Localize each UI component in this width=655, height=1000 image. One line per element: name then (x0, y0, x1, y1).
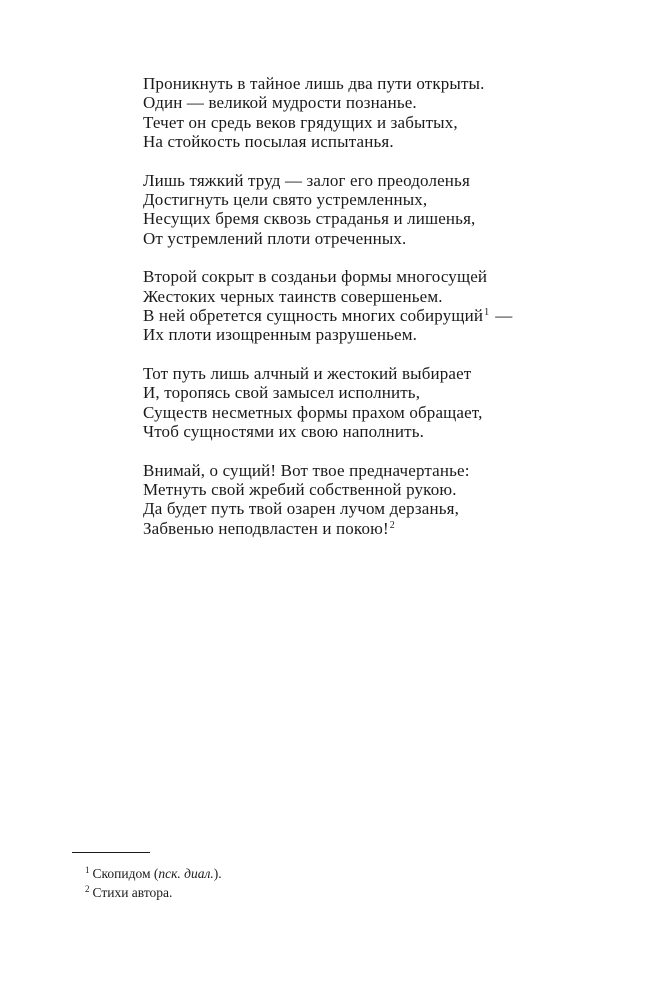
stanza-5 (143, 461, 603, 538)
footnote-text: ). (213, 866, 222, 881)
poem-line: Проникнуть в тайное лишь два пути открыты. (143, 74, 485, 93)
poem-line: От устремлений плоти отреченных. (143, 228, 407, 248)
stanza-1 (143, 74, 603, 151)
poem-line: Второй сокрыт в созданьи формы многосущей (143, 267, 488, 287)
poem-line: И, торопясь свой замысел исполнить, (143, 383, 421, 403)
poem-line: Метнуть свой жребий собственной рукою. (143, 480, 457, 500)
poem-line: На стойкость посылая испытанья. (143, 131, 394, 151)
em-dash: — (495, 305, 513, 325)
poem-line-with-ref (143, 519, 603, 538)
poem-line: Чтоб сущностями их свою наполнить. (143, 421, 425, 441)
footnote-divider (72, 852, 150, 853)
footnote-abbrev: пск. диал. (158, 866, 214, 881)
footnotes (85, 864, 585, 902)
poem-line: Достигнуть цели свято устремленных, (143, 189, 428, 209)
poem-line: Внимай, о сущий! Вот твое предначертанье: (143, 460, 470, 480)
poem-line-with-ref (143, 306, 603, 325)
poem-line: Тот путь лишь алчный и жестокий выбирает (143, 364, 472, 384)
poem-line: Несущих бремя сквозь страданья и лишенья, (143, 209, 476, 229)
poem-line: Жестоких черных таинств совершеньем. (143, 286, 443, 306)
footnote-ref-1[interactable]: 1 (484, 306, 490, 318)
poem-line: Лишь тяжкий труд — залог его преодоленья (143, 170, 470, 190)
poem-line: Их плоти изощренным разрушеньем. (143, 325, 418, 345)
poem-line-text: В ней обретется сущность многих собирущий (143, 305, 484, 325)
footnote-1 (85, 864, 585, 883)
poem-line: Один — великой мудрости познанье. (143, 93, 417, 113)
poem-line-text: Забвенью неподвластен и покою! (143, 518, 389, 538)
footnote-2 (85, 883, 585, 902)
poem-line: Существ несметных формы прахом обращает, (143, 402, 483, 422)
poem-line: Да будет путь твой озарен лучом дерзанья, (143, 499, 460, 519)
footnote-text: Стихи автора. (92, 885, 173, 900)
stanza-2 (143, 171, 603, 248)
footnote-ref-2[interactable]: 2 (389, 519, 395, 531)
stanza-3 (143, 267, 603, 344)
stanza-4 (143, 364, 603, 441)
footnote-text: Скопидом ( (92, 866, 159, 881)
poem (143, 74, 603, 557)
poem-line: Течет он средь веков грядущих и забытых, (143, 112, 458, 132)
footnote-number: 1 (85, 865, 90, 876)
footnote-number: 2 (85, 884, 90, 895)
